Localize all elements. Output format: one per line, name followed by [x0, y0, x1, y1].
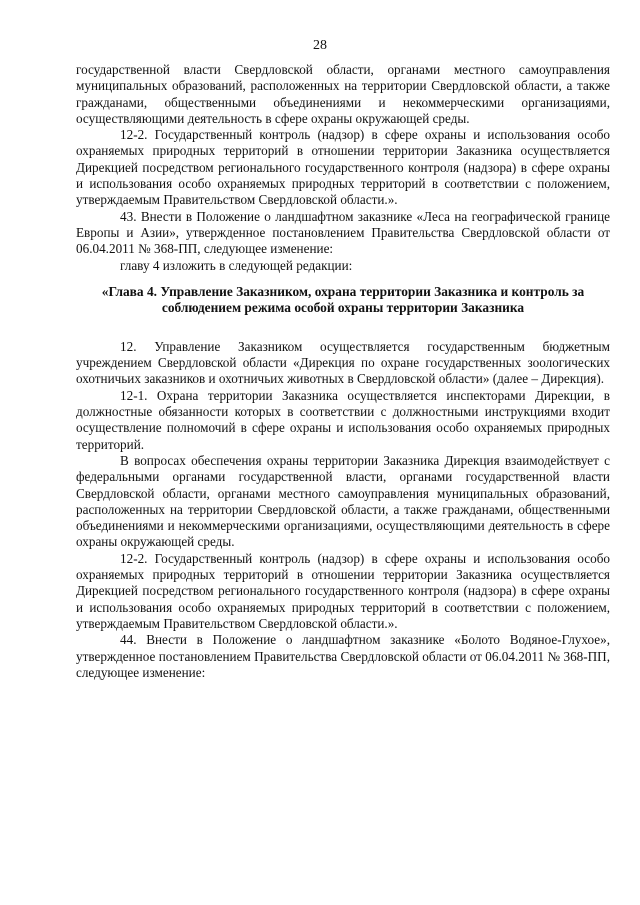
paragraph: 12-2. Государственный контроль (надзор) в сфере охраны и использования особо охраняемых природных территорий в отношении территории Заказника осуществляется Дирекцией посредством регионального государственного контроля (надзора) в сфере охраны и использования особо охраняемых природных территорий в соответствии с положением, утверждаемым Правительством Свердловской области.». [76, 550, 610, 631]
paragraph: 12-1. Охрана территории Заказника осуществляется инспекторами Дирекции, в должностные обязанности которых в соответствии с должностными инструкциями входит осуществление полномочий в сфере охраны и использования особо охраняемых природных территорий. [76, 387, 610, 452]
document-body [76, 62, 610, 681]
paragraph: 12-2. Государственный контроль (надзор) в сфере охраны и использования особо охраняемых природных территорий в отношении территории Заказника осуществляется Дирекцией посредством регионального государственного контроля (надзора) в сфере охраны и использования особо охраняемых природных территорий в соответствии с положением, утверждаемым Правительством Свердловской области.». [76, 127, 610, 208]
paragraph: В вопросах обеспечения охраны территории Заказника Дирекция взаимодействует с федеральными органами государственной власти, органами государственной власти Свердловской области, органами местного самоуправления муниципальных образований, расположенных на территории Свердловской области, а также гражданами, общественными объединениями и некоммерческими организациями, осуществляющими деятельность в сфере охраны окружающей среды. [76, 452, 610, 550]
paragraph: 44. Внести в Положение о ландшафтном заказнике «Болото Водяное-Глухое», утвержденное постановлением Правительства Свердловской области от 06.04.2011 № 368-ПП, следующее изменение: [76, 632, 610, 680]
paragraph: 43. Внести в Положение о ландшафтном заказнике «Леса на географической границе Европы и Азии», утвержденное постановлением Правительства Свердловской области от 06.04.2011 № 368-ПП, следующее изменение: [76, 208, 610, 257]
paragraph: главу 4 изложить в следующей редакции: [120, 257, 353, 273]
chapter-heading: «Глава 4. Управление Заказником, охрана территории Заказника и контроль за соблюдением режима особой охраны территории Заказника [101, 283, 585, 316]
paragraph: государственной власти Свердловской области, органами местного самоуправления муниципальных образований, расположенных на территории Свердловской области, а также гражданами, общественными объединениями и некоммерческими организациями, осуществляющими деятельность в сфере охраны окружающей среды. [76, 62, 610, 126]
page-number: 28 [313, 38, 327, 53]
paragraph: 12. Управление Заказником осуществляется государственным бюджетным учреждением Свердловской области «Дирекция по охране государственных зоологических охотничьих заказников и охотничьих животных в Свердловской области» (далее – Дирекция). [76, 338, 610, 387]
